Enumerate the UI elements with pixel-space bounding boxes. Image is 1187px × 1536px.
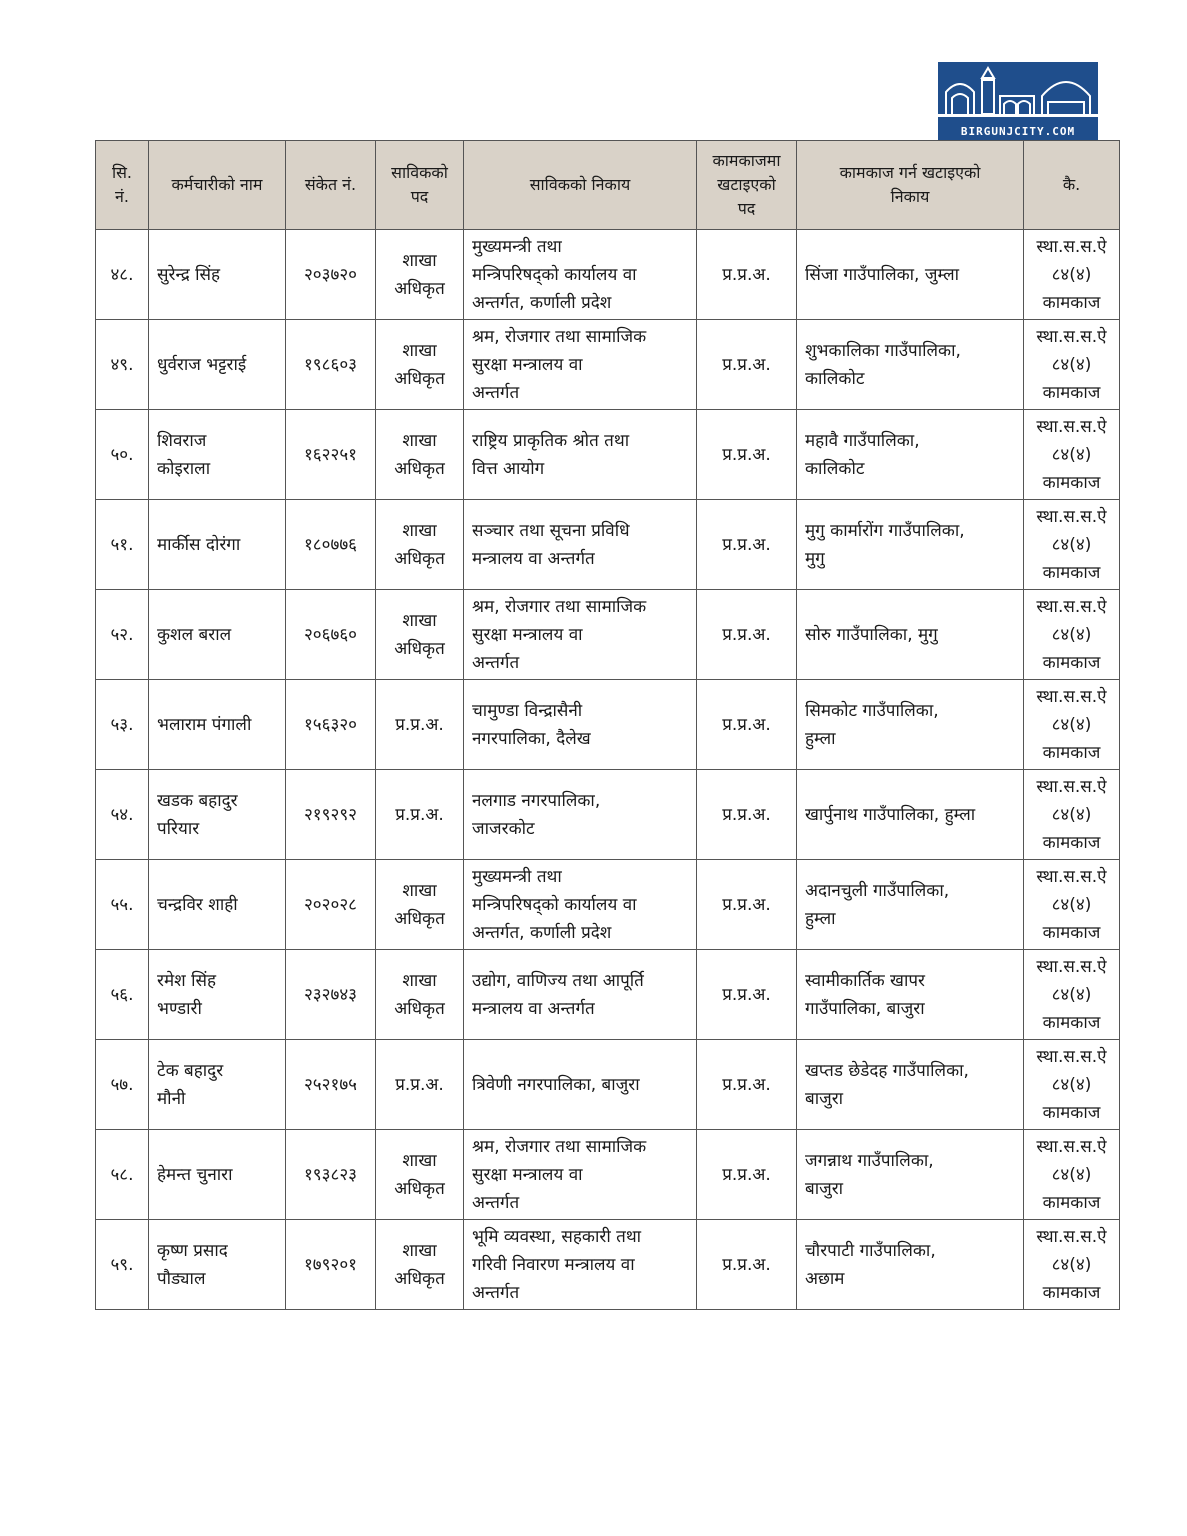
cell-assigned-office-line: गाउँपालिका, बाजुरा xyxy=(805,998,925,1019)
cell-code: १९८६०३ xyxy=(286,320,376,410)
cell-assigned-office xyxy=(797,230,1024,320)
table-row xyxy=(96,1130,1120,1220)
cell-employee-name-line: मौनी xyxy=(157,1088,186,1109)
cell-remarks-line: ८४(४) xyxy=(1051,1254,1092,1275)
cell-remarks xyxy=(1024,230,1120,320)
cell-remarks-line: स्था.स.स.ऐ xyxy=(1036,956,1107,977)
cell-remarks-line: स्था.स.स.ऐ xyxy=(1036,236,1107,257)
cell-assigned-office-line: सिमकोट गाउँपालिका, xyxy=(805,700,939,721)
cell-remarks-line: स्था.स.स.ऐ xyxy=(1036,776,1107,797)
cell-old-office-line: सुरक्षा मन्त्रालय वा xyxy=(472,1164,583,1185)
cell-old-office xyxy=(464,950,697,1040)
cell-remarks-line: कामकाज xyxy=(1042,652,1101,673)
cell-assigned-office xyxy=(797,1220,1024,1310)
cell-assigned-office-line: बाजुरा xyxy=(805,1088,844,1109)
cell-employee-name-line: सुरेन्द्र सिंह xyxy=(157,264,221,285)
cell-old-office-line: सञ्चार तथा सूचना प्रविधि xyxy=(472,520,630,541)
cell-assigned-office-line: मुगु xyxy=(805,548,825,569)
cell-assigned-office-line: बाजुरा xyxy=(805,1178,844,1199)
site-logo[interactable] xyxy=(938,62,1098,140)
cell-remarks xyxy=(1024,950,1120,1040)
cell-remarks-line: स्था.स.स.ऐ xyxy=(1036,1136,1107,1157)
cell-assigned-post: प्र.प्र.अ. xyxy=(697,770,797,860)
cell-old-post xyxy=(376,590,464,680)
cell-code: २३२७४३ xyxy=(286,950,376,1040)
cell-employee-name-line: भलाराम पंगाली xyxy=(157,714,252,735)
cell-old-post-line: अधिकृत xyxy=(394,998,445,1019)
cell-old-office-line: चामुण्डा विन्द्रासैनी xyxy=(472,700,583,721)
cell-sn: ४९. xyxy=(96,320,149,410)
cell-assigned-office-line: स्वामीकार्तिक खापर xyxy=(805,970,925,991)
cell-old-office xyxy=(464,860,697,950)
cell-old-office xyxy=(464,230,697,320)
cell-assigned-office-line: कालिकोट xyxy=(805,458,865,479)
cell-remarks-line: ८४(४) xyxy=(1051,894,1092,915)
cell-employee-name-line: कृष्ण प्रसाद xyxy=(157,1240,228,1261)
table-header-row xyxy=(96,141,1120,230)
cell-employee-name xyxy=(149,1220,286,1310)
cell-old-office-line: जाजरकोट xyxy=(472,818,535,839)
cell-remarks xyxy=(1024,860,1120,950)
cell-remarks xyxy=(1024,680,1120,770)
temple-skyline-icon xyxy=(938,62,1098,122)
cell-old-office-line: भूमि व्यवस्था, सहकारी तथा xyxy=(472,1226,642,1247)
cell-old-post xyxy=(376,320,464,410)
cell-remarks-line: स्था.स.स.ऐ xyxy=(1036,866,1107,887)
cell-code: २१९२९२ xyxy=(286,770,376,860)
header-sn: सि. नं. xyxy=(96,141,149,230)
cell-assigned-post: प्र.प्र.अ. xyxy=(697,500,797,590)
cell-old-office-line: श्रम, रोजगार तथा सामाजिक xyxy=(472,1136,647,1157)
cell-employee-name-line: मार्कीस दोरंगा xyxy=(157,534,241,555)
cell-old-post-line: शाखा xyxy=(402,430,437,451)
cell-employee-name-line: भण्डारी xyxy=(157,998,202,1019)
cell-code: १५६३२० xyxy=(286,680,376,770)
cell-assigned-office-line: हुम्ला xyxy=(805,908,836,929)
cell-old-post xyxy=(376,860,464,950)
cell-assigned-office-line: खप्तड छेडेदह गाउँपालिका, xyxy=(805,1060,969,1081)
cell-employee-name xyxy=(149,1130,286,1220)
cell-employee-name-line: कुशल बराल xyxy=(157,624,232,645)
cell-remarks-line: ८४(४) xyxy=(1051,714,1092,735)
cell-old-post-line: शाखा xyxy=(402,1150,437,1171)
cell-remarks-line: ८४(४) xyxy=(1051,534,1092,555)
cell-employee-name-line: हेमन्त चुनारा xyxy=(157,1164,233,1185)
logo-text: BIRGUNJCITY.COM xyxy=(960,125,1076,138)
cell-remarks-line: कामकाज xyxy=(1042,1192,1101,1213)
cell-assigned-office-line: मुगु कार्मारोंग गाउँपालिका, xyxy=(805,520,965,541)
cell-assigned-post: प्र.प्र.अ. xyxy=(697,1220,797,1310)
cell-sn: ५९. xyxy=(96,1220,149,1310)
cell-remarks-line: ८४(४) xyxy=(1051,444,1092,465)
cell-old-post xyxy=(376,950,464,1040)
cell-employee-name-line: शिवराज xyxy=(157,430,207,451)
cell-old-post xyxy=(376,500,464,590)
cell-old-office-line: मुख्यमन्त्री तथा xyxy=(472,866,562,887)
cell-assigned-office xyxy=(797,1040,1024,1130)
cell-old-post-line: शाखा xyxy=(402,970,437,991)
cell-remarks-line: ८४(४) xyxy=(1051,1074,1092,1095)
header-code: संकेत नं. xyxy=(286,141,376,230)
cell-old-office-line: अन्तर्गत xyxy=(472,652,520,673)
cell-employee-name xyxy=(149,950,286,1040)
cell-old-post xyxy=(376,680,464,770)
cell-assigned-office xyxy=(797,500,1024,590)
cell-old-office-line: उद्योग, वाणिज्य तथा आपूर्ति xyxy=(472,970,644,991)
cell-assigned-office xyxy=(797,590,1024,680)
cell-assigned-office-line: सोरु गाउँपालिका, मुगु xyxy=(805,624,938,645)
cell-sn: ५८. xyxy=(96,1130,149,1220)
cell-remarks-line: कामकाज xyxy=(1042,292,1101,313)
cell-old-office-line: राष्ट्रिय प्राकृतिक श्रोत तथा xyxy=(472,430,630,451)
table-row xyxy=(96,1040,1120,1130)
cell-remarks-line: कामकाज xyxy=(1042,382,1101,403)
cell-old-office xyxy=(464,770,697,860)
cell-assigned-post: प्र.प्र.अ. xyxy=(697,590,797,680)
cell-assigned-post: प्र.प्र.अ. xyxy=(697,680,797,770)
cell-old-office-line: नलगाड नगरपालिका, xyxy=(472,790,601,811)
cell-old-office-line: नगरपालिका, दैलेख xyxy=(472,728,591,749)
cell-old-office xyxy=(464,590,697,680)
cell-old-office-line: मुख्यमन्त्री तथा xyxy=(472,236,562,257)
cell-employee-name xyxy=(149,500,286,590)
cell-assigned-office-line: अछाम xyxy=(805,1268,845,1289)
cell-old-post-line: शाखा xyxy=(402,880,437,901)
cell-old-post-line: अधिकृत xyxy=(394,458,445,479)
cell-employee-name xyxy=(149,770,286,860)
cell-remarks-line: स्था.स.स.ऐ xyxy=(1036,686,1107,707)
cell-old-post-line: शाखा xyxy=(402,1240,437,1261)
cell-remarks-line: कामकाज xyxy=(1042,472,1101,493)
cell-old-office-line: सुरक्षा मन्त्रालय वा xyxy=(472,624,583,645)
cell-old-post-line: अधिकृत xyxy=(394,908,445,929)
cell-remarks-line: स्था.स.स.ऐ xyxy=(1036,596,1107,617)
cell-remarks xyxy=(1024,500,1120,590)
cell-old-office xyxy=(464,320,697,410)
cell-old-post-line: शाखा xyxy=(402,250,437,271)
cell-assigned-office xyxy=(797,950,1024,1040)
cell-code: १७९२०१ xyxy=(286,1220,376,1310)
cell-sn: ५०. xyxy=(96,410,149,500)
cell-remarks-line: ८४(४) xyxy=(1051,624,1092,645)
cell-code: २०२०२८ xyxy=(286,860,376,950)
cell-remarks-line: ८४(४) xyxy=(1051,1164,1092,1185)
cell-assigned-post: प्र.प्र.अ. xyxy=(697,1040,797,1130)
cell-employee-name xyxy=(149,680,286,770)
table-row xyxy=(96,770,1120,860)
cell-assigned-office-line: सिंजा गाउँपालिका, जुम्ला xyxy=(805,264,960,285)
cell-employee-name-line: परियार xyxy=(157,818,200,839)
cell-employee-name-line: कोइराला xyxy=(157,458,211,479)
cell-old-office-line: अन्तर्गत, कर्णाली प्रदेश xyxy=(472,292,612,313)
cell-old-office-line: गरिवी निवारण मन्त्रालय वा xyxy=(472,1254,635,1275)
cell-remarks-line: कामकाज xyxy=(1042,742,1101,763)
cell-remarks-line: कामकाज xyxy=(1042,1282,1101,1303)
cell-assigned-post: प्र.प्र.अ. xyxy=(697,320,797,410)
cell-old-post-line: प्र.प्र.अ. xyxy=(395,1074,444,1095)
cell-code: २५२१७५ xyxy=(286,1040,376,1130)
cell-old-office xyxy=(464,1130,697,1220)
cell-assigned-office xyxy=(797,320,1024,410)
cell-remarks xyxy=(1024,1040,1120,1130)
cell-code: १९३८२३ xyxy=(286,1130,376,1220)
cell-assigned-office-line: चौरपाटी गाउँपालिका, xyxy=(805,1240,936,1261)
cell-remarks-line: ८४(४) xyxy=(1051,984,1092,1005)
cell-assigned-post: प्र.प्र.अ. xyxy=(697,860,797,950)
cell-sn: ५६. xyxy=(96,950,149,1040)
cell-remarks-line: कामकाज xyxy=(1042,922,1101,943)
cell-assigned-post: प्र.प्र.अ. xyxy=(697,410,797,500)
cell-sn: ५४. xyxy=(96,770,149,860)
cell-remarks xyxy=(1024,590,1120,680)
cell-remarks-line: स्था.स.स.ऐ xyxy=(1036,506,1107,527)
header-old-post: साविकको पद xyxy=(376,141,464,230)
cell-assigned-post: प्र.प्र.अ. xyxy=(697,230,797,320)
cell-old-post-line: अधिकृत xyxy=(394,1268,445,1289)
cell-remarks-line: स्था.स.स.ऐ xyxy=(1036,1226,1107,1247)
cell-assigned-office xyxy=(797,680,1024,770)
cell-old-post-line: अधिकृत xyxy=(394,548,445,569)
cell-old-post xyxy=(376,770,464,860)
cell-employee-name-line: खडक बहादुर xyxy=(157,790,238,811)
cell-old-post-line: शाखा xyxy=(402,520,437,541)
table-row xyxy=(96,1220,1120,1310)
cell-old-post-line: शाखा xyxy=(402,610,437,631)
table-row xyxy=(96,950,1120,1040)
cell-code: १६२२५१ xyxy=(286,410,376,500)
cell-old-office-line: अन्तर्गत xyxy=(472,1192,520,1213)
table-row xyxy=(96,590,1120,680)
cell-sn: ५७. xyxy=(96,1040,149,1130)
cell-old-post-line: अधिकृत xyxy=(394,638,445,659)
cell-sn: ५२. xyxy=(96,590,149,680)
cell-old-post-line: प्र.प्र.अ. xyxy=(395,714,444,735)
header-old-office: साविकको निकाय xyxy=(464,141,697,230)
cell-employee-name-line: टेक बहादुर xyxy=(157,1060,224,1081)
cell-employee-name xyxy=(149,320,286,410)
cell-code: २०६७६० xyxy=(286,590,376,680)
cell-remarks xyxy=(1024,410,1120,500)
cell-code: २०३७२० xyxy=(286,230,376,320)
cell-remarks-line: कामकाज xyxy=(1042,562,1101,583)
cell-remarks-line: कामकाज xyxy=(1042,832,1101,853)
cell-employee-name xyxy=(149,410,286,500)
cell-assigned-post: प्र.प्र.अ. xyxy=(697,1130,797,1220)
cell-old-office-line: श्रम, रोजगार तथा सामाजिक xyxy=(472,326,647,347)
table-row xyxy=(96,320,1120,410)
cell-assigned-post: प्र.प्र.अ. xyxy=(697,950,797,1040)
cell-assigned-office xyxy=(797,1130,1024,1220)
cell-old-post xyxy=(376,1220,464,1310)
cell-old-office xyxy=(464,680,697,770)
cell-old-post xyxy=(376,1130,464,1220)
cell-remarks-line: स्था.स.स.ऐ xyxy=(1036,416,1107,437)
cell-old-office-line: सुरक्षा मन्त्रालय वा xyxy=(472,354,583,375)
cell-old-post xyxy=(376,1040,464,1130)
cell-employee-name xyxy=(149,860,286,950)
cell-sn: ४८. xyxy=(96,230,149,320)
cell-remarks-line: ८४(४) xyxy=(1051,804,1092,825)
cell-remarks-line: कामकाज xyxy=(1042,1012,1101,1033)
cell-old-office-line: वित्त आयोग xyxy=(472,458,545,479)
cell-old-post-line: शाखा xyxy=(402,340,437,361)
cell-remarks xyxy=(1024,320,1120,410)
cell-assigned-office xyxy=(797,770,1024,860)
cell-old-post-line: अधिकृत xyxy=(394,368,445,389)
cell-employee-name-line: धुर्वराज भट्टराई xyxy=(157,354,247,375)
cell-old-post-line: अधिकृत xyxy=(394,278,445,299)
table-body xyxy=(96,230,1120,1310)
cell-old-post xyxy=(376,410,464,500)
header-assigned-post: कामकाजमा खटाइएको पद xyxy=(697,141,797,230)
cell-code: १८०७७६ xyxy=(286,500,376,590)
table-row xyxy=(96,860,1120,950)
cell-employee-name xyxy=(149,1040,286,1130)
cell-old-office-line: मन्त्रिपरिषद्को कार्यालय वा xyxy=(472,894,637,915)
cell-old-office-line: मन्त्रिपरिषद्को कार्यालय वा xyxy=(472,264,637,285)
table-row xyxy=(96,680,1120,770)
header-name: कर्मचारीको नाम xyxy=(149,141,286,230)
header-assigned-office: कामकाज गर्न खटाइएको निकाय xyxy=(797,141,1024,230)
cell-assigned-office-line: खार्पुनाथ गाउँपालिका, हुम्ला xyxy=(805,804,976,825)
cell-employee-name-line: रमेश सिंह xyxy=(157,970,217,991)
cell-sn: ५५. xyxy=(96,860,149,950)
cell-old-office-line: मन्त्रालय वा अन्तर्गत xyxy=(472,998,595,1019)
cell-old-office-line: श्रम, रोजगार तथा सामाजिक xyxy=(472,596,647,617)
cell-remarks-line: स्था.स.स.ऐ xyxy=(1036,1046,1107,1067)
cell-assigned-office-line: महावै गाउँपालिका, xyxy=(805,430,920,451)
employee-table xyxy=(95,140,1120,1310)
cell-old-office-line: अन्तर्गत xyxy=(472,382,520,403)
cell-old-post-line: अधिकृत xyxy=(394,1178,445,1199)
header-remarks: कै. xyxy=(1024,141,1120,230)
cell-old-office-line: त्रिवेणी नगरपालिका, बाजुरा xyxy=(472,1074,640,1095)
cell-assigned-office xyxy=(797,860,1024,950)
cell-remarks-line: ८४(४) xyxy=(1051,354,1092,375)
cell-old-office xyxy=(464,1040,697,1130)
cell-old-office xyxy=(464,410,697,500)
table-row xyxy=(96,500,1120,590)
cell-remarks xyxy=(1024,770,1120,860)
cell-employee-name-line: पौड्याल xyxy=(157,1268,206,1289)
cell-old-office xyxy=(464,1220,697,1310)
cell-employee-name xyxy=(149,590,286,680)
cell-old-office xyxy=(464,500,697,590)
cell-assigned-office-line: जगन्नाथ गाउँपालिका, xyxy=(805,1150,934,1171)
cell-assigned-office-line: शुभकालिका गाउँपालिका, xyxy=(805,340,961,361)
cell-employee-name xyxy=(149,230,286,320)
cell-old-office-line: अन्तर्गत xyxy=(472,1282,520,1303)
cell-remarks-line: ८४(४) xyxy=(1051,264,1092,285)
cell-sn: ५३. xyxy=(96,680,149,770)
cell-remarks xyxy=(1024,1220,1120,1310)
cell-remarks xyxy=(1024,1130,1120,1220)
cell-assigned-office xyxy=(797,410,1024,500)
cell-assigned-office-line: अदानचुली गाउँपालिका, xyxy=(805,880,950,901)
table-row xyxy=(96,230,1120,320)
cell-employee-name-line: चन्द्रविर शाही xyxy=(157,894,238,915)
cell-old-post-line: प्र.प्र.अ. xyxy=(395,804,444,825)
cell-assigned-office-line: कालिकोट xyxy=(805,368,865,389)
cell-sn: ५१. xyxy=(96,500,149,590)
cell-assigned-office-line: हुम्ला xyxy=(805,728,836,749)
cell-remarks-line: कामकाज xyxy=(1042,1102,1101,1123)
cell-old-office-line: मन्त्रालय वा अन्तर्गत xyxy=(472,548,595,569)
cell-old-post xyxy=(376,230,464,320)
cell-old-office-line: अन्तर्गत, कर्णाली प्रदेश xyxy=(472,922,612,943)
cell-remarks-line: स्था.स.स.ऐ xyxy=(1036,326,1107,347)
table-row xyxy=(96,410,1120,500)
